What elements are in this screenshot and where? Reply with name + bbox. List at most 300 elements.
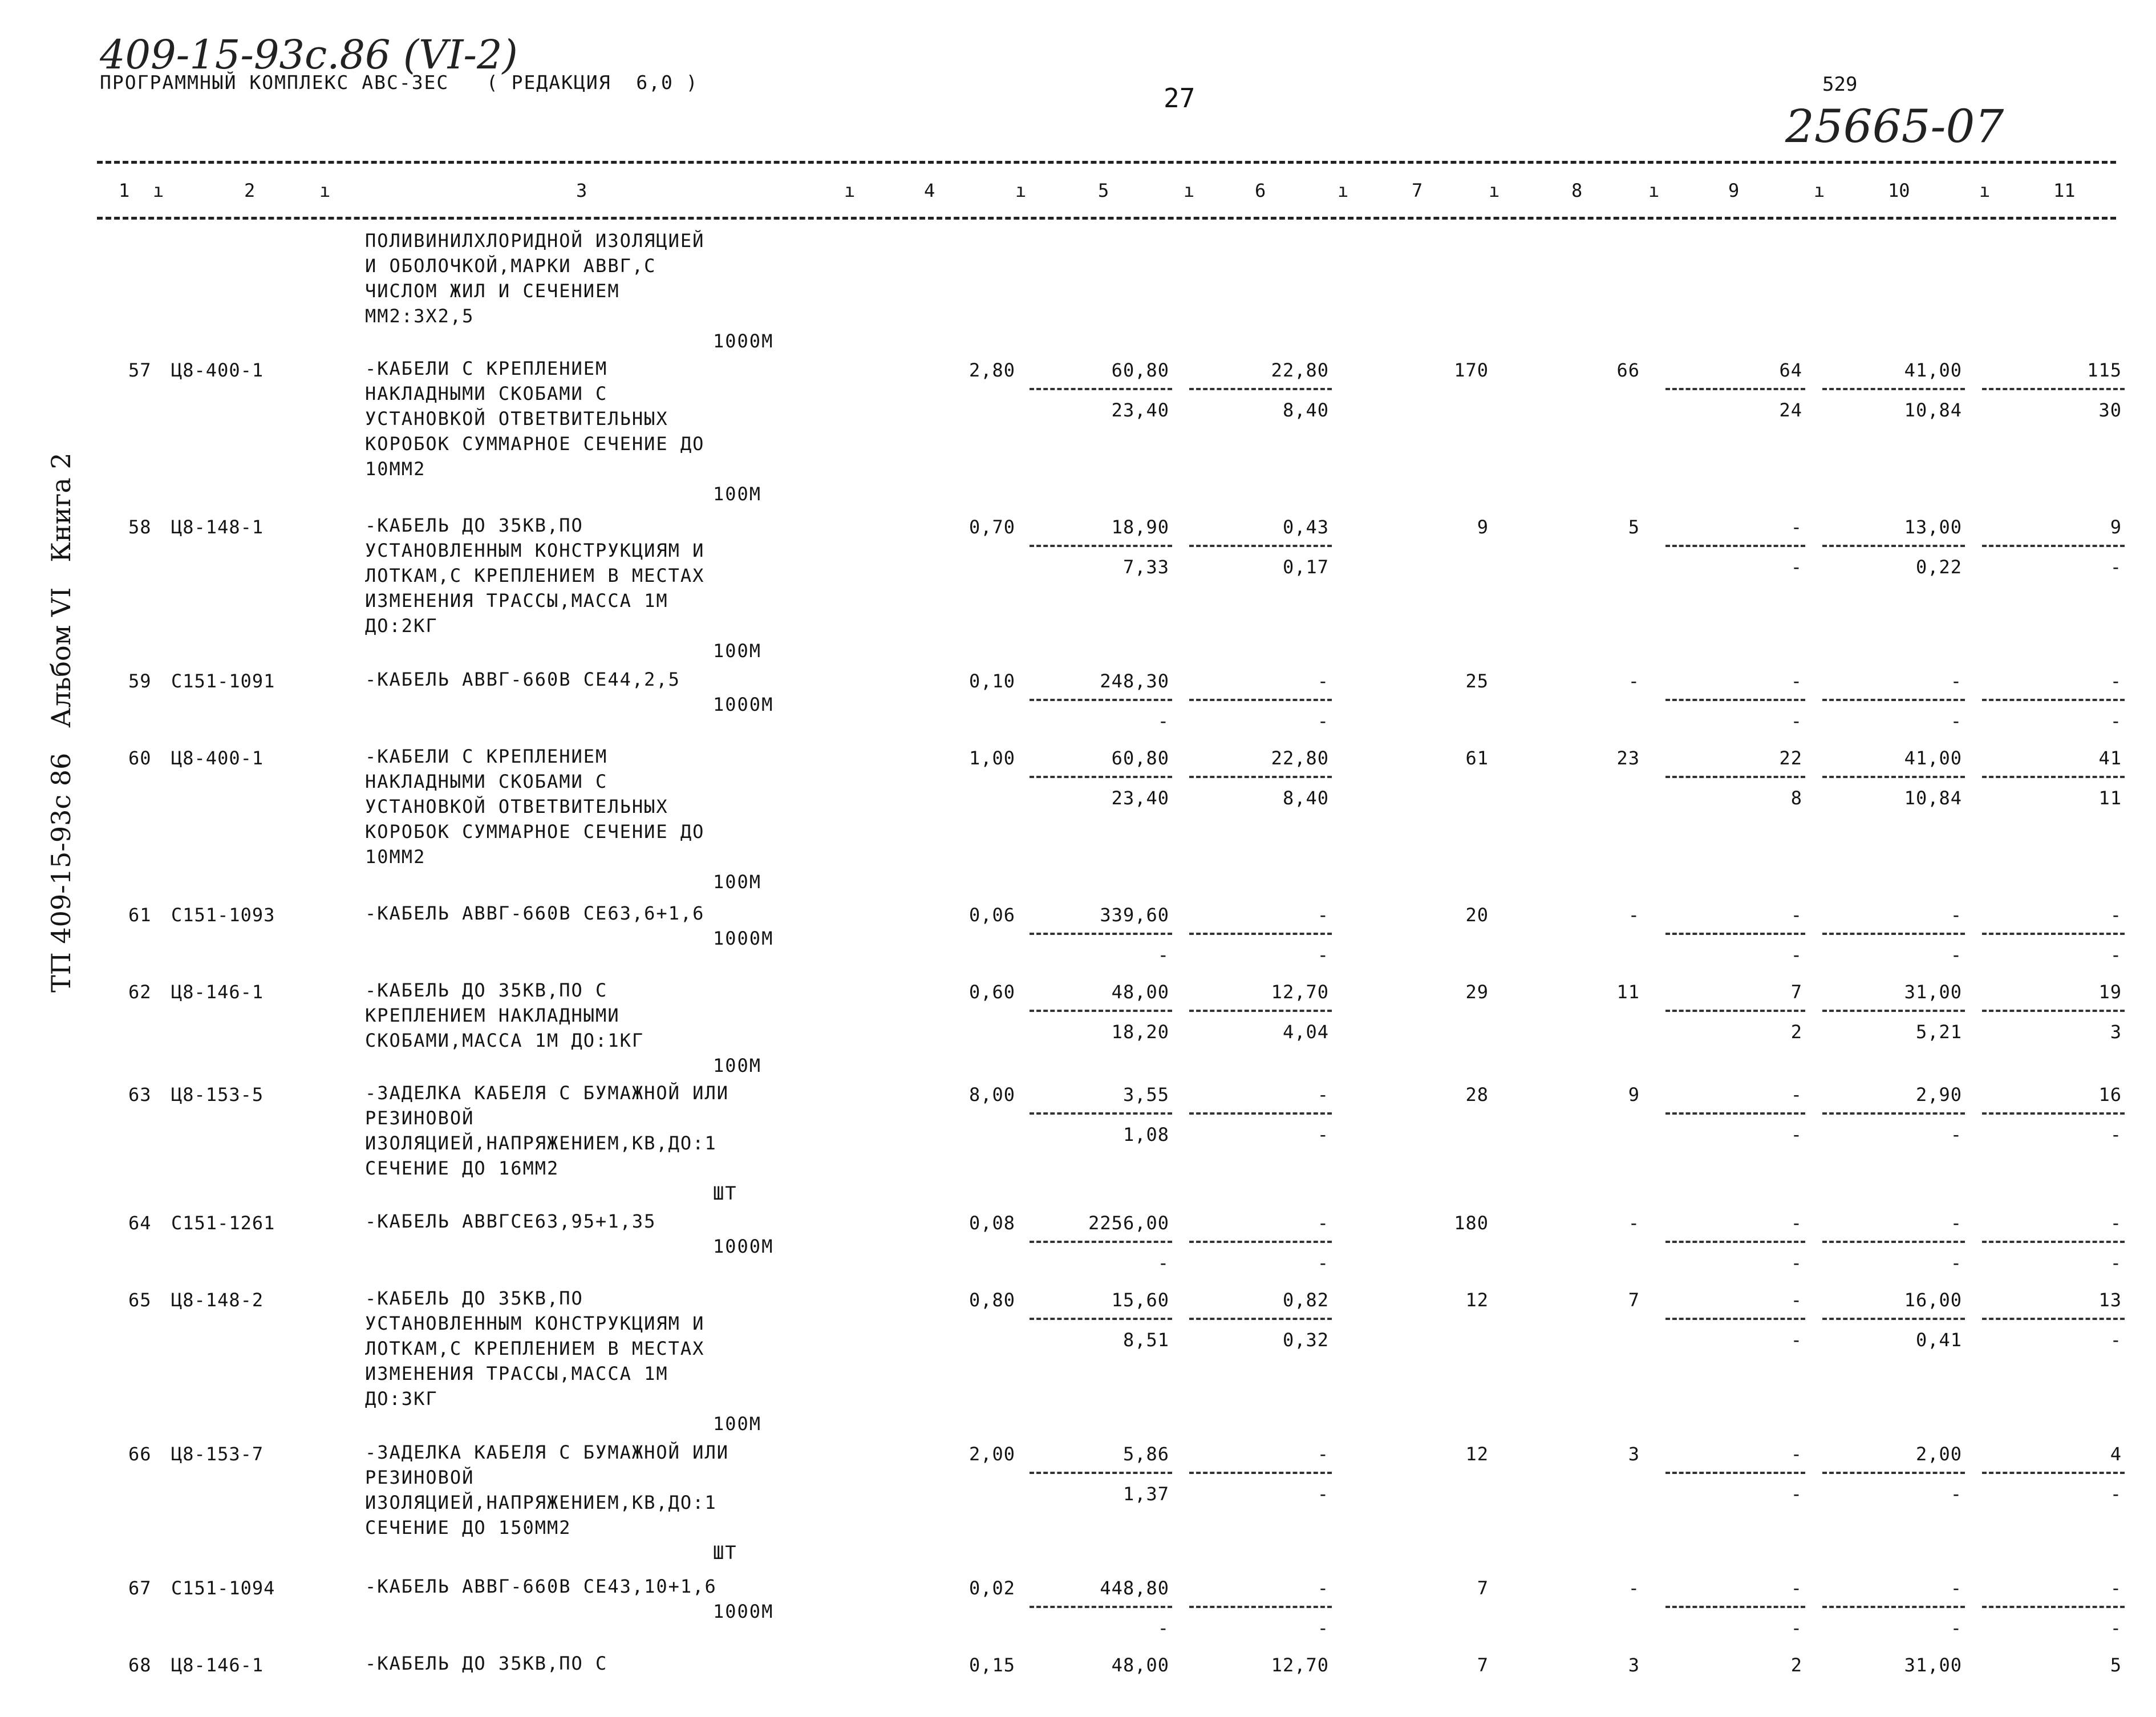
cell-c10: - xyxy=(1950,904,1962,926)
cell-divider-line xyxy=(1665,545,1805,547)
cell-c6: 12,70 xyxy=(1271,981,1329,1003)
row-number: 68 xyxy=(128,1654,152,1676)
cell-divider-line xyxy=(1822,388,1965,390)
cell-c5: 18,90 xyxy=(1111,516,1169,538)
cell-c9: - xyxy=(1790,516,1802,538)
row-number: 57 xyxy=(128,359,152,381)
cell-c10: 41,00 xyxy=(1904,747,1962,769)
cell-c10: 31,00 xyxy=(1904,981,1962,1003)
cell-c10: 2,00 xyxy=(1915,1443,1962,1465)
cell-c10b: - xyxy=(1950,1617,1962,1639)
cell-c10b: 0,22 xyxy=(1915,556,1962,578)
cell-divider-line xyxy=(1982,1112,2125,1115)
cell-c9b: - xyxy=(1790,944,1802,966)
row-description-line: КОРОБОК СУММАРНОЕ СЕЧЕНИЕ ДО xyxy=(365,821,705,843)
cell-divider-line xyxy=(1665,933,1805,935)
cell-divider-line xyxy=(1822,1010,1965,1012)
cell-c9b: 8 xyxy=(1790,787,1802,809)
row-description-line: КРЕПЛЕНИЕМ НАКЛАДНЫМИ xyxy=(365,1005,620,1026)
cell-c5b: - xyxy=(1157,1617,1169,1639)
row-code: Ц8-400-1 xyxy=(171,747,264,769)
cell-c7: 7 xyxy=(1477,1577,1489,1599)
side-label: ТП 409-15-93с 86 Альбом VI Книга 2 xyxy=(46,452,76,993)
row-code: Ц8-153-5 xyxy=(171,1084,264,1105)
row-code: Ц8-400-1 xyxy=(171,359,264,381)
cell-q: 2,00 xyxy=(968,1443,1015,1465)
cell-c9b: - xyxy=(1790,1483,1802,1505)
cell-c11: - xyxy=(2110,1577,2122,1599)
cell-c11: 16 xyxy=(2098,1084,2122,1105)
cell-c10b: - xyxy=(1950,1483,1962,1505)
row-description-line: 10ММ2 xyxy=(365,458,426,480)
row-description-line: ИЗМЕНЕНИЯ ТРАССЫ,МАССА 1М xyxy=(365,590,668,612)
row-number: 59 xyxy=(128,670,152,692)
cell-c9b: - xyxy=(1790,710,1802,732)
cell-divider-line xyxy=(1982,933,2125,935)
cell-divider-line xyxy=(1822,1112,1965,1115)
cell-c10b: 5,21 xyxy=(1915,1021,1962,1043)
cell-divider-line xyxy=(1030,388,1172,390)
cell-q: 0,06 xyxy=(968,904,1015,926)
cell-c9b: - xyxy=(1790,1329,1802,1351)
cell-c6: - xyxy=(1317,1577,1329,1599)
row-unit: 1000М xyxy=(713,1601,774,1622)
cell-divider-line xyxy=(1030,1472,1172,1474)
row-unit: 100М xyxy=(713,1055,762,1076)
cell-divider-line xyxy=(1189,1472,1332,1474)
cell-c8: 3 xyxy=(1628,1443,1640,1465)
row-description-line: -КАБЕЛЬ ДО 35КВ,ПО xyxy=(365,515,583,536)
row-number: 65 xyxy=(128,1289,152,1311)
cell-c9: - xyxy=(1790,670,1802,692)
cell-divider-line xyxy=(1665,1010,1805,1012)
cell-c5: 448,80 xyxy=(1100,1577,1169,1599)
cell-c7: 12 xyxy=(1465,1289,1489,1311)
cell-c10: 41,00 xyxy=(1904,359,1962,381)
row-code: Ц8-148-2 xyxy=(171,1289,264,1311)
row-unit: 1000М xyxy=(713,694,774,715)
cell-c6: 0,43 xyxy=(1282,516,1329,538)
cell-c5b: 23,40 xyxy=(1111,787,1169,809)
row-description-line: КОРОБОК СУММАРНОЕ СЕЧЕНИЕ ДО xyxy=(365,433,705,455)
cell-q: 0,08 xyxy=(968,1212,1015,1234)
cell-divider-line xyxy=(1665,388,1805,390)
row-description-line: ЛОТКАМ,С КРЕПЛЕНИЕМ В МЕСТАХ xyxy=(365,1338,705,1359)
row-description-line: УСТАНОВКОЙ ОТВЕТВИТЕЛЬНЫХ xyxy=(365,408,668,430)
cell-divider-line xyxy=(1665,1606,1805,1608)
cell-c11: 4 xyxy=(2110,1443,2122,1465)
cell-divider-line xyxy=(1982,545,2125,547)
row-description-line: УСТАНОВКОЙ ОТВЕТВИТЕЛЬНЫХ xyxy=(365,796,668,817)
cell-c11b: - xyxy=(2110,1329,2122,1351)
cell-c7: 28 xyxy=(1465,1084,1489,1105)
intro-unit: 1000М xyxy=(713,330,774,352)
cell-c11: - xyxy=(2110,1212,2122,1234)
cell-c7: 180 xyxy=(1454,1212,1489,1234)
cell-c10b: 10,84 xyxy=(1904,787,1962,809)
cell-divider-line xyxy=(1189,1241,1332,1243)
cell-c5: 339,60 xyxy=(1100,904,1169,926)
cell-c8: - xyxy=(1628,670,1640,692)
cell-divider-line xyxy=(1982,1010,2125,1012)
cell-divider-line xyxy=(1189,1318,1332,1320)
cell-c7: 12 xyxy=(1465,1443,1489,1465)
row-description-line: -КАБЕЛЬ АВВГСЕ63,95+1,35 xyxy=(365,1210,656,1232)
cell-c6b: 0,32 xyxy=(1282,1329,1329,1351)
cell-divider-line xyxy=(1030,545,1172,547)
column-header-9: 9 xyxy=(1728,180,1740,201)
cell-divider-line xyxy=(1665,776,1805,778)
column-separator: ı xyxy=(1184,180,1195,201)
row-number: 60 xyxy=(128,747,152,769)
row-code: С151-1094 xyxy=(171,1577,275,1599)
cell-c11: 115 xyxy=(2087,359,2122,381)
column-header-2: 2 xyxy=(244,180,256,201)
cell-divider-line xyxy=(1030,776,1172,778)
row-code: С151-1093 xyxy=(171,904,275,926)
handwritten-code: 409-15-93с.86 (VI-2) xyxy=(100,31,518,78)
column-header-8: 8 xyxy=(1571,180,1583,201)
cell-c6b: - xyxy=(1317,1483,1329,1505)
cell-c9: - xyxy=(1790,1289,1802,1311)
row-description-line: СЕЧЕНИЕ ДО 150ММ2 xyxy=(365,1517,572,1538)
cell-c5: 60,80 xyxy=(1111,747,1169,769)
row-description-line: РЕЗИНОВОЙ xyxy=(365,1107,475,1129)
cell-q: 0,02 xyxy=(968,1577,1015,1599)
cell-q: 1,00 xyxy=(968,747,1015,769)
row-description-line: ИЗОЛЯЦИЕЙ,НАПРЯЖЕНИЕМ,КВ,ДО:1 xyxy=(365,1492,717,1513)
cell-divider-line xyxy=(1982,1241,2125,1243)
cell-divider-line xyxy=(1189,1112,1332,1115)
cell-c8: 66 xyxy=(1616,359,1640,381)
cell-c9b: - xyxy=(1790,1124,1802,1145)
cell-c9: 7 xyxy=(1790,981,1802,1003)
cell-c5b: - xyxy=(1157,944,1169,966)
cell-divider-line xyxy=(1822,1472,1965,1474)
cell-c8: 3 xyxy=(1628,1654,1640,1676)
cell-c9: - xyxy=(1790,904,1802,926)
cell-c8: - xyxy=(1628,904,1640,926)
cell-c5: 48,00 xyxy=(1111,1654,1169,1676)
cell-c6b: 8,40 xyxy=(1282,787,1329,809)
cell-divider-line xyxy=(1822,1318,1965,1320)
row-description-line: СЕЧЕНИЕ ДО 16ММ2 xyxy=(365,1157,560,1179)
cell-divider-line xyxy=(1030,1318,1172,1320)
row-description-line: ЛОТКАМ,С КРЕПЛЕНИЕМ В МЕСТАХ xyxy=(365,565,705,586)
cell-divider-line xyxy=(1030,1241,1172,1243)
row-description-line: -КАБЕЛИ С КРЕПЛЕНИЕМ xyxy=(365,358,608,379)
header-rule-top xyxy=(97,161,2116,164)
cell-c7: 29 xyxy=(1465,981,1489,1003)
cell-divider-line xyxy=(1982,1606,2125,1608)
cell-c8: 7 xyxy=(1628,1289,1640,1311)
cell-c9: 2 xyxy=(1790,1654,1802,1676)
cell-q: 0,10 xyxy=(968,670,1015,692)
row-code: Ц8-148-1 xyxy=(171,516,264,538)
cell-divider-line xyxy=(1822,776,1965,778)
row-description-line: 10ММ2 xyxy=(365,846,426,868)
row-description-line: -КАБЕЛЬ ДО 35КВ,ПО С xyxy=(365,1653,608,1674)
cell-divider-line xyxy=(1189,1010,1332,1012)
intro-line: ЧИСЛОМ ЖИЛ И СЕЧЕНИЕМ xyxy=(365,280,620,302)
row-number: 64 xyxy=(128,1212,152,1234)
column-separator: ı xyxy=(319,180,331,201)
cell-c5: 3,55 xyxy=(1122,1084,1169,1105)
cell-q: 0,15 xyxy=(968,1654,1015,1676)
cell-c5b: 1,37 xyxy=(1122,1483,1169,1505)
row-unit: 100М xyxy=(713,640,762,662)
cell-divider-line xyxy=(1665,699,1805,701)
row-description-line: НАКЛАДНЫМИ СКОБАМИ С xyxy=(365,383,608,404)
intro-line: ПОЛИВИНИЛХЛОРИДНОЙ ИЗОЛЯЦИЕЙ xyxy=(365,230,705,252)
cell-divider-line xyxy=(1665,1472,1805,1474)
cell-c11: 5 xyxy=(2110,1654,2122,1676)
header-rule-bottom xyxy=(97,217,2116,220)
cell-c10b: - xyxy=(1950,710,1962,732)
column-separator: ı xyxy=(1814,180,1825,201)
cell-c5b: 7,33 xyxy=(1122,556,1169,578)
cell-c9b: 2 xyxy=(1790,1021,1802,1043)
column-header-11: 11 xyxy=(2053,180,2076,201)
cell-c7: 20 xyxy=(1465,904,1489,926)
cell-c8: 23 xyxy=(1616,747,1640,769)
row-number: 58 xyxy=(128,516,152,538)
column-header-6: 6 xyxy=(1255,180,1266,201)
row-code: С151-1261 xyxy=(171,1212,275,1234)
row-description-line: ИЗМЕНЕНИЯ ТРАССЫ,МАССА 1М xyxy=(365,1363,668,1384)
cell-c6: 22,80 xyxy=(1271,359,1329,381)
cell-q: 0,60 xyxy=(968,981,1015,1003)
cell-divider-line xyxy=(1189,699,1332,701)
column-header-7: 7 xyxy=(1412,180,1423,201)
cell-c10: - xyxy=(1950,670,1962,692)
row-unit: 100М xyxy=(713,1413,762,1435)
cell-c11b: - xyxy=(2110,556,2122,578)
cell-q: 2,80 xyxy=(968,359,1015,381)
cell-c10b: 10,84 xyxy=(1904,399,1962,421)
cell-c5b: - xyxy=(1157,710,1169,732)
cell-q: 8,00 xyxy=(968,1084,1015,1105)
cell-divider-line xyxy=(1822,545,1965,547)
cell-c10b: - xyxy=(1950,1252,1962,1274)
column-separator: ı xyxy=(1979,180,1991,201)
cell-divider-line xyxy=(1822,1241,1965,1243)
cell-c5: 15,60 xyxy=(1111,1289,1169,1311)
column-header-4: 4 xyxy=(924,180,935,201)
column-header-10: 10 xyxy=(1888,180,1910,201)
row-description-line: -КАБЕЛИ С КРЕПЛЕНИЕМ xyxy=(365,746,608,767)
cell-c6b: - xyxy=(1317,1617,1329,1639)
row-unit: 100М xyxy=(713,871,762,893)
cell-divider-line xyxy=(1982,1472,2125,1474)
cell-divider-line xyxy=(1822,1606,1965,1608)
cell-c10b: - xyxy=(1950,1124,1962,1145)
cell-c6b: - xyxy=(1317,1252,1329,1274)
cell-divider-line xyxy=(1665,1241,1805,1243)
cell-c10: 16,00 xyxy=(1904,1289,1962,1311)
row-description-line: ДО:3КГ xyxy=(365,1388,438,1410)
column-separator: ı xyxy=(1648,180,1660,201)
cell-c11: - xyxy=(2110,904,2122,926)
cell-c8: - xyxy=(1628,1212,1640,1234)
cell-c10: 2,90 xyxy=(1915,1084,1962,1105)
row-description-line: -КАБЕЛЬ ДО 35КВ,ПО xyxy=(365,1287,583,1309)
cell-c5b: 8,51 xyxy=(1122,1329,1169,1351)
cell-c11b: 30 xyxy=(2098,399,2122,421)
row-number: 67 xyxy=(128,1577,152,1599)
cell-c8: 5 xyxy=(1628,516,1640,538)
row-unit: ШТ xyxy=(713,1183,737,1204)
row-description-line: -ЗАДЕЛКА КАБЕЛЯ С БУМАЖНОЙ ИЛИ xyxy=(365,1082,729,1104)
cell-c6: - xyxy=(1317,1212,1329,1234)
cell-c10b: - xyxy=(1950,944,1962,966)
cell-c6b: 8,40 xyxy=(1282,399,1329,421)
cell-c7: 25 xyxy=(1465,670,1489,692)
row-description-line: РЕЗИНОВОЙ xyxy=(365,1467,475,1488)
cell-divider-line xyxy=(1189,545,1332,547)
cell-c10b: 0,41 xyxy=(1915,1329,1962,1351)
cell-c8: 9 xyxy=(1628,1084,1640,1105)
cell-c6b: 0,17 xyxy=(1282,556,1329,578)
cell-c9: - xyxy=(1790,1084,1802,1105)
small-number: 529 xyxy=(1822,73,1858,96)
cell-c7: 9 xyxy=(1477,516,1489,538)
row-description-line: -ЗАДЕЛКА КАБЕЛЯ С БУМАЖНОЙ ИЛИ xyxy=(365,1441,729,1463)
cell-c7: 61 xyxy=(1465,747,1489,769)
cell-c9: 22 xyxy=(1779,747,1802,769)
program-line: ПРОГРАММНЫЙ КОМПЛЕКС АВС-3ЕС ( РЕДАКЦИЯ 6,0 ) xyxy=(100,71,699,94)
row-unit: ШТ xyxy=(713,1542,737,1564)
cell-divider-line xyxy=(1030,1606,1172,1608)
row-unit: 1000М xyxy=(713,928,774,949)
cell-c9: - xyxy=(1790,1577,1802,1599)
cell-divider-line xyxy=(1189,1606,1332,1608)
stamp-number: 25665-07 xyxy=(1785,100,2004,153)
cell-c5b: 23,40 xyxy=(1111,399,1169,421)
page-number: 27 xyxy=(1164,83,1195,114)
cell-q: 0,70 xyxy=(968,516,1015,538)
cell-c10: - xyxy=(1950,1577,1962,1599)
column-separator: ı xyxy=(844,180,856,201)
cell-c11: 9 xyxy=(2110,516,2122,538)
cell-c11b: - xyxy=(2110,1617,2122,1639)
row-code: Ц8-153-7 xyxy=(171,1443,264,1465)
cell-divider-line xyxy=(1030,933,1172,935)
cell-divider-line xyxy=(1030,1010,1172,1012)
column-separator: ı xyxy=(153,180,164,201)
cell-c9: - xyxy=(1790,1443,1802,1465)
cell-divider-line xyxy=(1982,776,2125,778)
column-header-1: 1 xyxy=(119,180,130,201)
cell-c7: 7 xyxy=(1477,1654,1489,1676)
cell-c6: - xyxy=(1317,670,1329,692)
cell-c9b: - xyxy=(1790,1617,1802,1639)
cell-c9: 64 xyxy=(1779,359,1802,381)
cell-c6: - xyxy=(1317,1443,1329,1465)
cell-divider-line xyxy=(1189,388,1332,390)
cell-c8: - xyxy=(1628,1577,1640,1599)
row-description-line: -КАБЕЛЬ АВВГ-660В СЕ63,6+1,6 xyxy=(365,902,705,924)
cell-c11b: 3 xyxy=(2110,1021,2122,1043)
row-number: 61 xyxy=(128,904,152,926)
row-description-line: СКОБАМИ,МАССА 1М ДО:1КГ xyxy=(365,1030,645,1051)
cell-c11b: - xyxy=(2110,1124,2122,1145)
cell-c6b: - xyxy=(1317,944,1329,966)
cell-c6: 12,70 xyxy=(1271,1654,1329,1676)
cell-divider-line xyxy=(1665,1318,1805,1320)
cell-c11: 19 xyxy=(2098,981,2122,1003)
row-description-line: ДО:2КГ xyxy=(365,615,438,637)
cell-divider-line xyxy=(1982,699,2125,701)
cell-c11b: 11 xyxy=(2098,787,2122,809)
cell-divider-line xyxy=(1982,388,2125,390)
row-description-line: ИЗОЛЯЦИЕЙ,НАПРЯЖЕНИЕМ,КВ,ДО:1 xyxy=(365,1132,717,1154)
cell-c5: 2256,00 xyxy=(1088,1212,1169,1234)
row-code: С151-1091 xyxy=(171,670,275,692)
cell-c10: - xyxy=(1950,1212,1962,1234)
cell-divider-line xyxy=(1822,699,1965,701)
row-description-line: -КАБЕЛЬ ДО 35КВ,ПО С xyxy=(365,979,608,1001)
cell-c11: 41 xyxy=(2098,747,2122,769)
intro-line: И ОБОЛОЧКОЙ,МАРКИ АВВГ,С xyxy=(365,255,656,277)
cell-c5: 60,80 xyxy=(1111,359,1169,381)
column-header-3: 3 xyxy=(576,180,587,201)
cell-q: 0,80 xyxy=(968,1289,1015,1311)
cell-c9b: - xyxy=(1790,1252,1802,1274)
cell-c6: - xyxy=(1317,904,1329,926)
row-description-line: УСТАНОВЛЕННЫМ КОНСТРУКЦИЯМ И xyxy=(365,1313,705,1334)
cell-c11: 13 xyxy=(2098,1289,2122,1311)
cell-c11b: - xyxy=(2110,1483,2122,1505)
row-number: 63 xyxy=(128,1084,152,1105)
cell-divider-line xyxy=(1189,933,1332,935)
cell-divider-line xyxy=(1030,699,1172,701)
row-code: Ц8-146-1 xyxy=(171,981,264,1003)
row-description-line: -КАБЕЛЬ АВВГ-660В СЕ44,2,5 xyxy=(365,669,680,690)
cell-c6: 0,82 xyxy=(1282,1289,1329,1311)
column-separator: ı xyxy=(1338,180,1349,201)
cell-c7: 170 xyxy=(1454,359,1489,381)
cell-divider-line xyxy=(1665,1112,1805,1115)
row-code: Ц8-146-1 xyxy=(171,1654,264,1676)
cell-c6: - xyxy=(1317,1084,1329,1105)
cell-c8: 11 xyxy=(1616,981,1640,1003)
cell-c6b: - xyxy=(1317,710,1329,732)
cell-divider-line xyxy=(1189,776,1332,778)
cell-c5b: - xyxy=(1157,1252,1169,1274)
cell-c5b: 18,20 xyxy=(1111,1021,1169,1043)
cell-c11b: - xyxy=(2110,944,2122,966)
row-number: 62 xyxy=(128,981,152,1003)
row-unit: 100М xyxy=(713,483,762,505)
cell-c10: 31,00 xyxy=(1904,1654,1962,1676)
cell-c9b: - xyxy=(1790,556,1802,578)
cell-divider-line xyxy=(1030,1112,1172,1115)
row-description-line: -КАБЕЛЬ АВВГ-660В СЕ43,10+1,6 xyxy=(365,1576,717,1597)
row-unit: 1000М xyxy=(713,1236,774,1257)
row-description-line: НАКЛАДНЫМИ СКОБАМИ С xyxy=(365,771,608,792)
cell-c5: 5,86 xyxy=(1122,1443,1169,1465)
cell-c11b: - xyxy=(2110,1252,2122,1274)
cell-c11b: - xyxy=(2110,710,2122,732)
cell-c6: 22,80 xyxy=(1271,747,1329,769)
row-description-line: УСТАНОВЛЕННЫМ КОНСТРУКЦИЯМ И xyxy=(365,540,705,561)
intro-line: ММ2:3Х2,5 xyxy=(365,305,475,327)
cell-c6b: 4,04 xyxy=(1282,1021,1329,1043)
row-number: 66 xyxy=(128,1443,152,1465)
cell-c9b: 24 xyxy=(1779,399,1802,421)
cell-c9: - xyxy=(1790,1212,1802,1234)
